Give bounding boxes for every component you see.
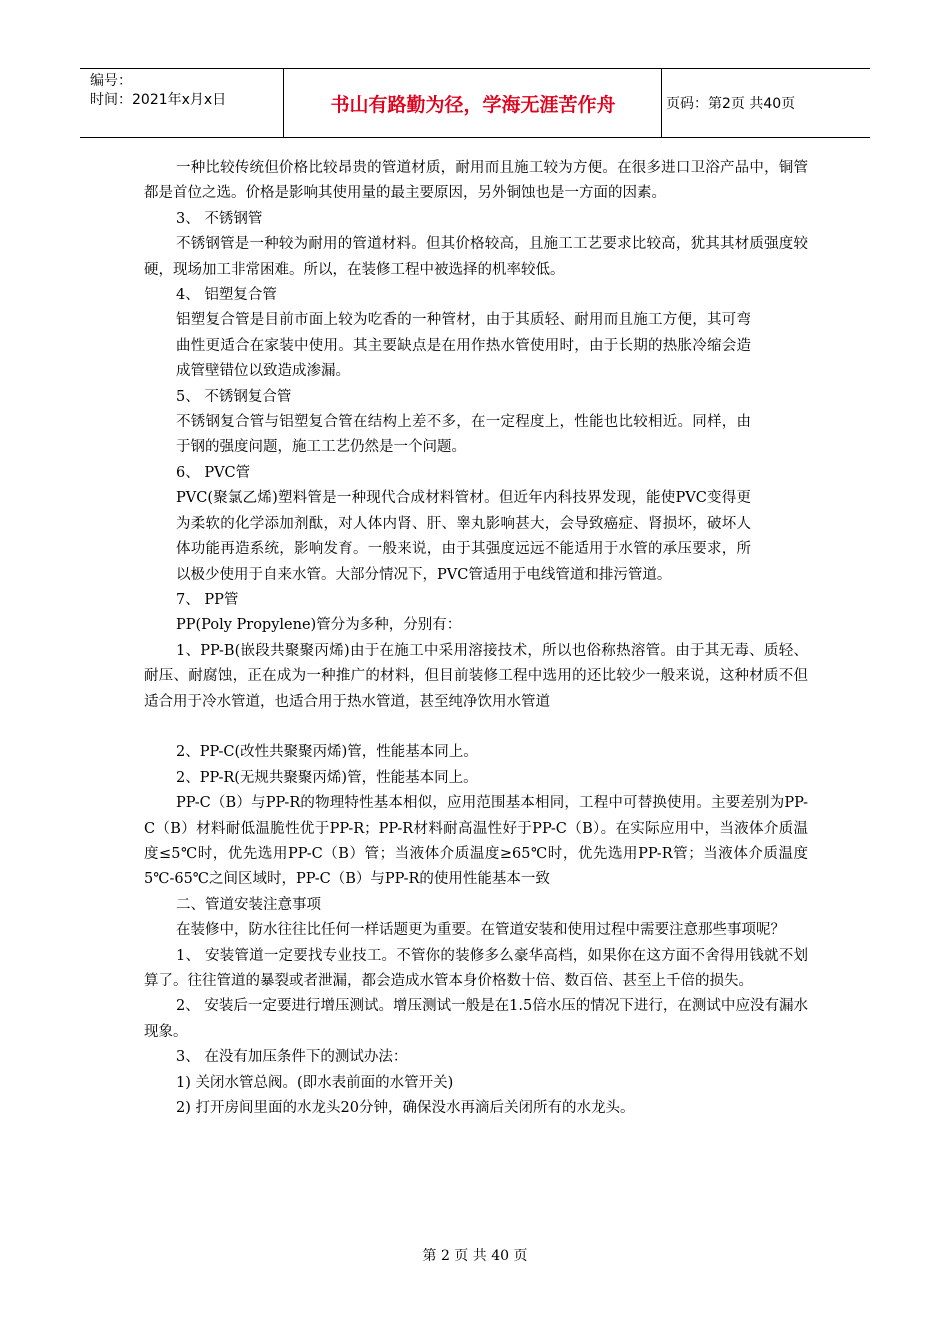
paragraph: 二、管道安装注意事项 <box>176 896 321 913</box>
paragraph: 2、PP-R(无规共聚聚丙烯)管，性能基本同上。 <box>176 769 478 786</box>
paragraph: PP(Poly Propylene)管分为多种，分别有： <box>176 617 462 634</box>
paragraph: 铝塑复合管是目前市面上较为吃香的一种管材，由于其质轻、耐用而且施工方便，其可弯曲性更适合在家装中使用。其主要缺点是在用作热水管使用时，由于长期的热胀冷缩会造成管壁错位以致造成渗漏。 <box>176 312 751 380</box>
paragraph: 7、 PP管 <box>176 591 239 608</box>
paragraph: 在装修中，防水往往比任何一样话题更为重要。在管道安装和使用过程中需要注意那些事项呢？ <box>176 922 785 939</box>
document-date: 时间：2021年x月x日 <box>90 92 227 108</box>
paragraph: 5、 不锈钢复合管 <box>176 388 292 405</box>
header-divider <box>661 69 662 137</box>
paragraph: 不锈钢复合管与铝塑复合管在结构上差不多，在一定程度上，性能也比较相近。同样，由于钢的强度问题，施工工艺仍然是一个问题。 <box>176 414 751 456</box>
paragraph: 3、 在没有加压条件下的测试办法： <box>176 1049 408 1066</box>
header-meta <box>90 72 226 110</box>
page-footer: 第 2 页 共 40 页 <box>422 1248 528 1264</box>
paragraph: 2、 安装后一定要进行增压测试。增压测试一般是在1.5倍水压的情况下进行，在测试中应没有漏水现象。 <box>144 998 808 1040</box>
header-page-info: 页码：第2页 共40页 <box>666 96 796 112</box>
paragraph: 一种比较传统但价格比较昂贵的管道材质，耐用而且施工较为方便。在很多进口卫浴产品中，铜管都是首位之选。价格是影响其使用量的最主要原因，另外铜蚀也是一方面的因素。 <box>144 160 808 202</box>
paragraph: 2、PP-C(改性共聚聚丙烯)管，性能基本同上。 <box>176 744 478 761</box>
blank-line <box>144 715 808 740</box>
header-divider <box>283 69 284 137</box>
paragraph: 6、 PVC管 <box>176 464 251 481</box>
paragraph: PVC(聚氯乙烯)塑料管是一种现代合成材料管材。但近年内科技界发现，能使PVC变得更为柔软的化学添加剂酞，对人体内肾、肝、睾丸影响甚大，会导致癌症、肾损坏，破坏人体功能再造系统，影响发育。一般来说，由于其强度远远不能适用于水管的承压要求，所以极少使用于自来水管。大部分情况下，PVC管适用于电线管道和排污管道。 <box>176 490 751 583</box>
paragraph: 1、 安装管道一定要找专业技工。不管你的装修多么豪华高档，如果你在这方面不舍得用钱就不划算了。往往管道的暴裂或者泄漏，都会造成水管本身价格数十倍、数百倍、甚至上千倍的损失。 <box>144 947 808 989</box>
header-motto: 书山有路勤为径，学海无涯苦作舟 <box>330 93 616 116</box>
paragraph: 4、 铝塑复合管 <box>176 287 277 304</box>
paragraph: 不锈钢管是一种较为耐用的管道材料。但其价格较高，且施工工艺要求比较高，犹其其材质强度较硬，现场加工非常困难。所以，在装修工程中被选择的机率较低。 <box>144 236 808 278</box>
document-number-label: 编号： <box>90 73 132 89</box>
paragraph: 1、PP-B(嵌段共聚聚丙烯)由于在施工中采用溶接技术，所以也俗称热溶管。由于其无毒、质轻、耐压、耐腐蚀，正在成为一种推广的材料，但目前装修工程中选用的还比较少一般来说，这种材质不但适合用于冷水管道，也适合用于热水管道，甚至纯净饮用水管道 <box>144 642 808 710</box>
page-header <box>80 68 870 138</box>
document-body <box>144 156 808 1121</box>
paragraph: 3、 不锈钢管 <box>176 210 263 227</box>
paragraph: PP-C（B）与PP-R的物理特性基本相似，应用范围基本相同，工程中可替换使用。主要差别为PP-C（B）材料耐低温脆性优于PP-R；PP-R材料耐高温性好于PP-C（B）。在实际应用中，当液体介质温度≤5℃时，优先选用PP-C（B）管；当液体介质温度≥65℃时，优先选用PP-R管；当液体介质温度5℃-65℃之间区域时，PP-C（B）与PP-R的使用性能基本一致 <box>144 795 808 888</box>
paragraph: 1) 关闭水管总阀。(即水表前面的水管开关) <box>176 1074 454 1091</box>
paragraph: 2) 打开房间里面的水龙头20分钟，确保没水再滴后关闭所有的水龙头。 <box>176 1100 635 1117</box>
